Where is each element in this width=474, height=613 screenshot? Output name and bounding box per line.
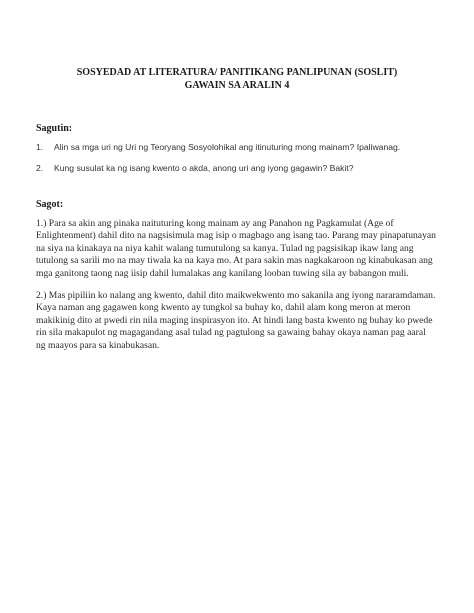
sagutin-heading: Sagutin: bbox=[36, 123, 73, 134]
question-number: 1. bbox=[36, 142, 44, 152]
sagot-heading: Sagot: bbox=[36, 199, 64, 210]
title-line-2: GAWAIN SA ARALIN 4 bbox=[184, 80, 290, 91]
question-item bbox=[36, 142, 446, 153]
question-text: Kung susulat ka ng isang kwento o akda, anong uri ang iyong gagawin? Bakit? bbox=[54, 163, 354, 173]
title-line-1: SOSYEDAD AT LITERATURA/ PANITIKANG PANLIPUNAN (SOSLIT) bbox=[76, 67, 398, 78]
question-number: 2. bbox=[36, 163, 44, 173]
question-list bbox=[36, 142, 446, 184]
answer-section bbox=[36, 218, 436, 362]
question-text: Alin sa mga uri ng Uri ng Teoryang Sosyolohikal ang itinuturing mong mainam? Ipaliwanag. bbox=[54, 142, 401, 152]
answer-paragraph-2: 2.) Mas pipiliin ko nalang ang kwento, dahil dito maikwekwento mo sakanila ang iyong nararamdaman. Kaya naman ang gagawen kong kwento ay tungkol sa buhay ko, dahil alam kong meron at meron makikinig dito at pwedi rin nila maging inspirasyon ito. At hindi lang basta kwento ng buhay ko pwede rin sila makapulot ng magagandang asal tulad ng pagtulong sa gawaing bahay okaya naman pag aaral ng maayos para sa kinabukasan. bbox=[36, 290, 436, 351]
document-title bbox=[0, 66, 474, 92]
question-item bbox=[36, 163, 446, 174]
answer-paragraph-1: 1.) Para sa akin ang pinaka naituturing kong mainam ay ang Panahon ng Pagkamulat (Age of Enlightenment) dahil dito na nagsisimula mag isip o magbago ang isang tao. Parang may pinapatunayan na siya na kinakaya na niya kahit walang tumutulong sa kanya. Tulad ng pagsisikap ikaw lang ang tutulong sa sarili mo na may tiwala ka na kaya mo. At para sakin mas nagkakaroon ng kinabukasan ang mga ganitong taong nag iisip dahil lumalakas ang kanilang looban tuwing sila ay babangon muli. bbox=[36, 218, 436, 279]
